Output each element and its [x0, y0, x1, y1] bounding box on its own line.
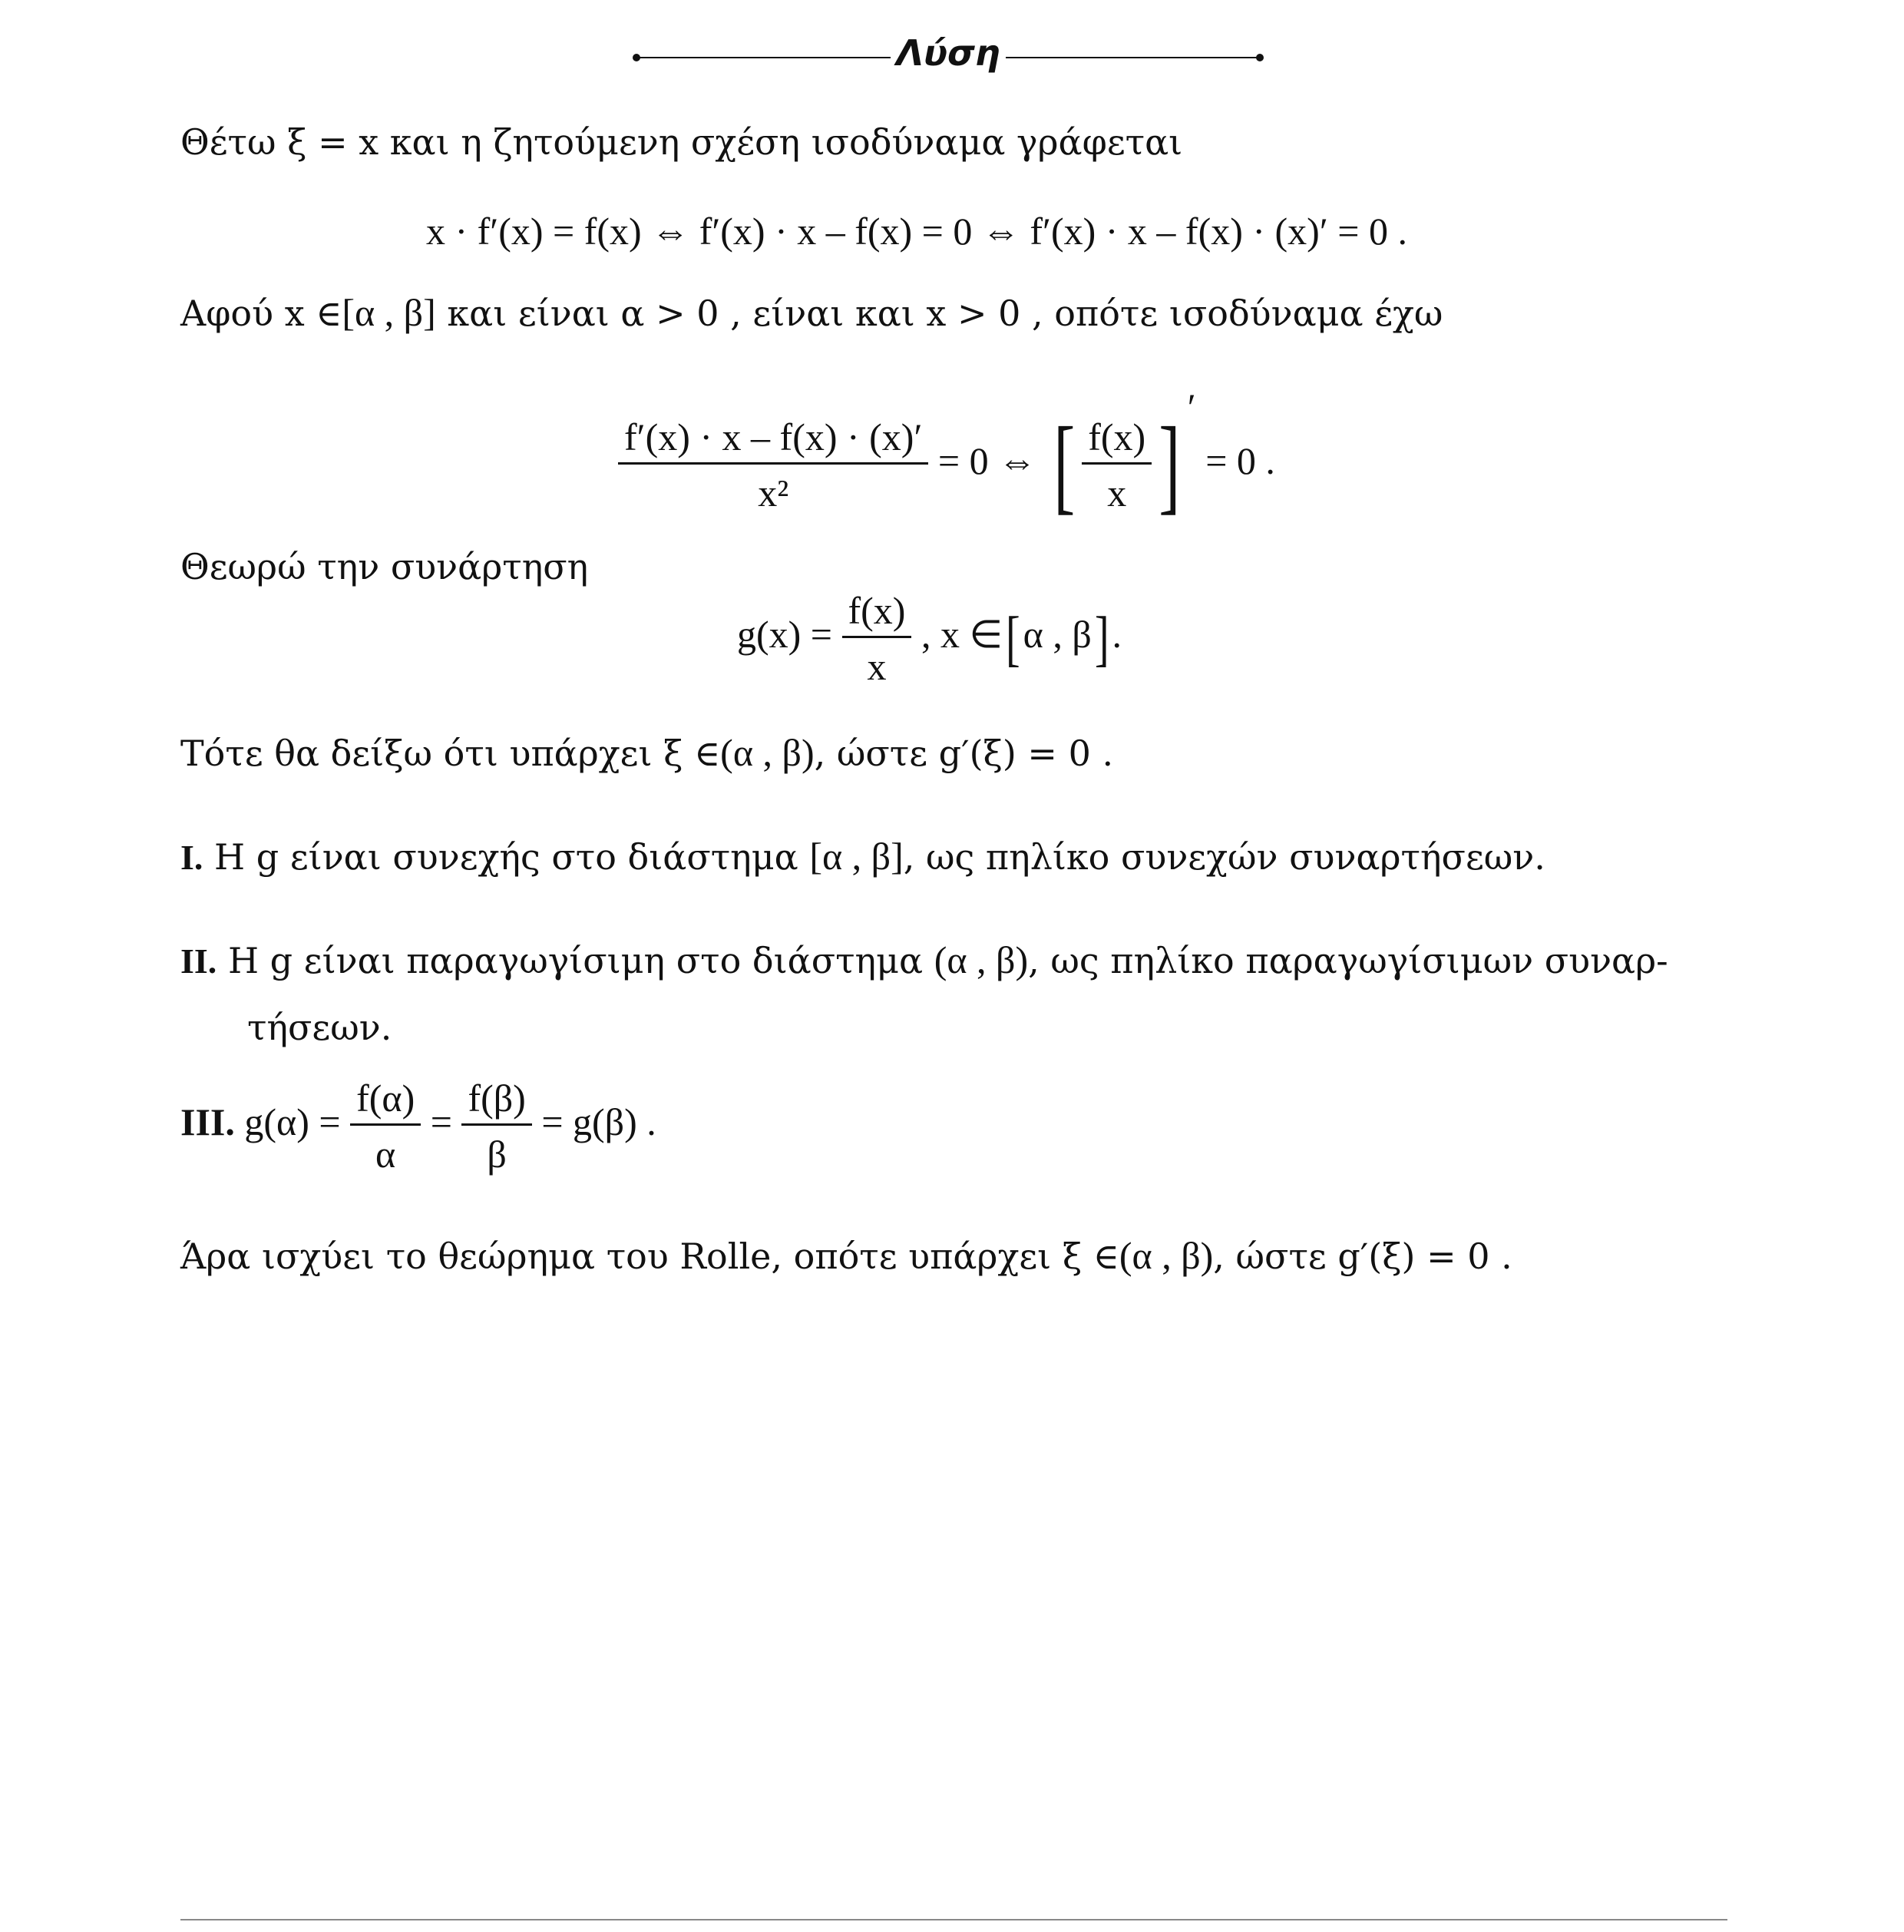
bracket-left: [ — [1006, 604, 1020, 673]
item-label: I. — [180, 838, 203, 877]
fraction-inner — [1082, 415, 1152, 515]
interval-open: (α , β) — [1119, 1234, 1214, 1277]
interval-open: (α , β) — [934, 938, 1029, 981]
fraction-g — [842, 591, 912, 686]
item-2-pre: Η g είναι παραγωγίσιμη στο διάστημα — [227, 940, 924, 981]
list-item-3 — [180, 1077, 656, 1176]
g-numerator: f(x) — [842, 591, 912, 638]
fraction-denominator: x² — [758, 471, 789, 515]
bracket-right: ] — [1094, 604, 1109, 673]
equation-2-mid: = 0 ⇔ — [937, 439, 1037, 482]
header-dot-right — [1256, 54, 1264, 61]
g-denominator: x — [867, 645, 887, 688]
header-rule-right — [1006, 57, 1259, 58]
footer-rule — [180, 1919, 1727, 1920]
equation-3-domain: , x ∈ — [911, 612, 1003, 656]
list-item-1 — [180, 835, 1545, 878]
paragraph-5-post: , ώστε g′(ξ) = 0 . — [1213, 1236, 1512, 1277]
paragraph-5-pre: Άρα ισχύει το θεώρημα του Rolle, οπότε υπάρχει ξ ∈ — [180, 1236, 1119, 1277]
interval-text: α , β — [1132, 1234, 1201, 1277]
f-beta-numerator: f(β) — [461, 1079, 531, 1126]
interval-text: α , β — [354, 291, 424, 334]
equation-3-end: . — [1112, 612, 1122, 656]
paragraph-3: Θεωρώ την συνάρτηση — [180, 546, 589, 587]
fraction-numerator: f′(x) · x – f(x) · (x)′ — [618, 418, 928, 465]
interval-text: α , β — [1023, 612, 1092, 656]
section-header — [630, 32, 1267, 78]
bracket-left: [ — [1053, 405, 1075, 524]
item-3-rhs: = g(β) . — [541, 1100, 656, 1143]
paragraph-4 — [180, 733, 1113, 772]
paragraph-4-pre: Τότε θα δείξω ότι υπάρχει ξ ∈ — [180, 733, 721, 774]
inner-denominator: x — [1107, 471, 1127, 515]
f-beta-denominator: β — [487, 1133, 507, 1176]
interval-text: α , β — [732, 731, 802, 774]
interval-text: α , β — [947, 938, 1016, 981]
fraction-main — [618, 415, 928, 515]
paragraph-1: Θέτω ξ = x και η ζητούμενη σχέση ισοδύναμα γράφεται — [180, 121, 1183, 163]
header-rule-left — [637, 57, 891, 58]
equation-2-end: = 0 . — [1205, 439, 1275, 482]
fraction-f-beta — [461, 1077, 531, 1176]
f-alpha-numerator: f(α) — [350, 1079, 421, 1126]
list-item-2 — [180, 938, 1668, 981]
header-dot-left — [633, 54, 640, 61]
equation-3 — [737, 591, 1122, 686]
list-item-2-continuation: τήσεων. — [247, 1007, 392, 1048]
paragraph-2 — [180, 293, 1443, 332]
interval-open: (α , β) — [720, 731, 815, 774]
section-title: Λύση — [896, 32, 1000, 74]
equation-3-lhs: g(x) = — [737, 612, 832, 656]
equation-1: x · f′(x) = f(x) ⇔ f′(x) · x – f(x) = 0 ⇔ f′(x) · x – f(x) · (x)′ = 0 . — [426, 210, 1407, 253]
item-1-pre: Η g είναι συνεχής στο διάστημα — [214, 836, 798, 878]
paragraph-4-post: , ώστε g′(ξ) = 0 . — [814, 733, 1114, 774]
item-1-post: , ως πηλίκο συνεχών συναρτήσεων. — [903, 836, 1545, 878]
bracket-right: ] — [1159, 405, 1181, 524]
paragraph-5 — [180, 1236, 1512, 1275]
paragraph-2-post: και είναι α > 0 , είναι και x > 0 , οπότε ισοδύναμα έχω — [435, 293, 1443, 334]
item-label: II. — [180, 941, 217, 981]
fraction-f-alpha — [350, 1077, 421, 1176]
interval-closed: [α , β] — [342, 291, 436, 334]
inner-numerator: f(x) — [1082, 418, 1152, 465]
interval-text: α , β — [821, 835, 891, 878]
interval-closed: [α , β] — [809, 835, 904, 878]
item-2-post: , ως πηλίκο παραγωγίσιμων συναρ- — [1028, 940, 1668, 981]
derivative-prime: ′ — [1187, 385, 1196, 428]
item-label: III. — [180, 1100, 235, 1143]
item-3-equals: = — [430, 1100, 452, 1143]
equation-2 — [618, 385, 1275, 524]
item-3-lhs: g(α) = — [244, 1100, 341, 1143]
paragraph-2-pre: Αφού x ∈ — [180, 293, 342, 334]
f-alpha-denominator: α — [375, 1133, 396, 1176]
